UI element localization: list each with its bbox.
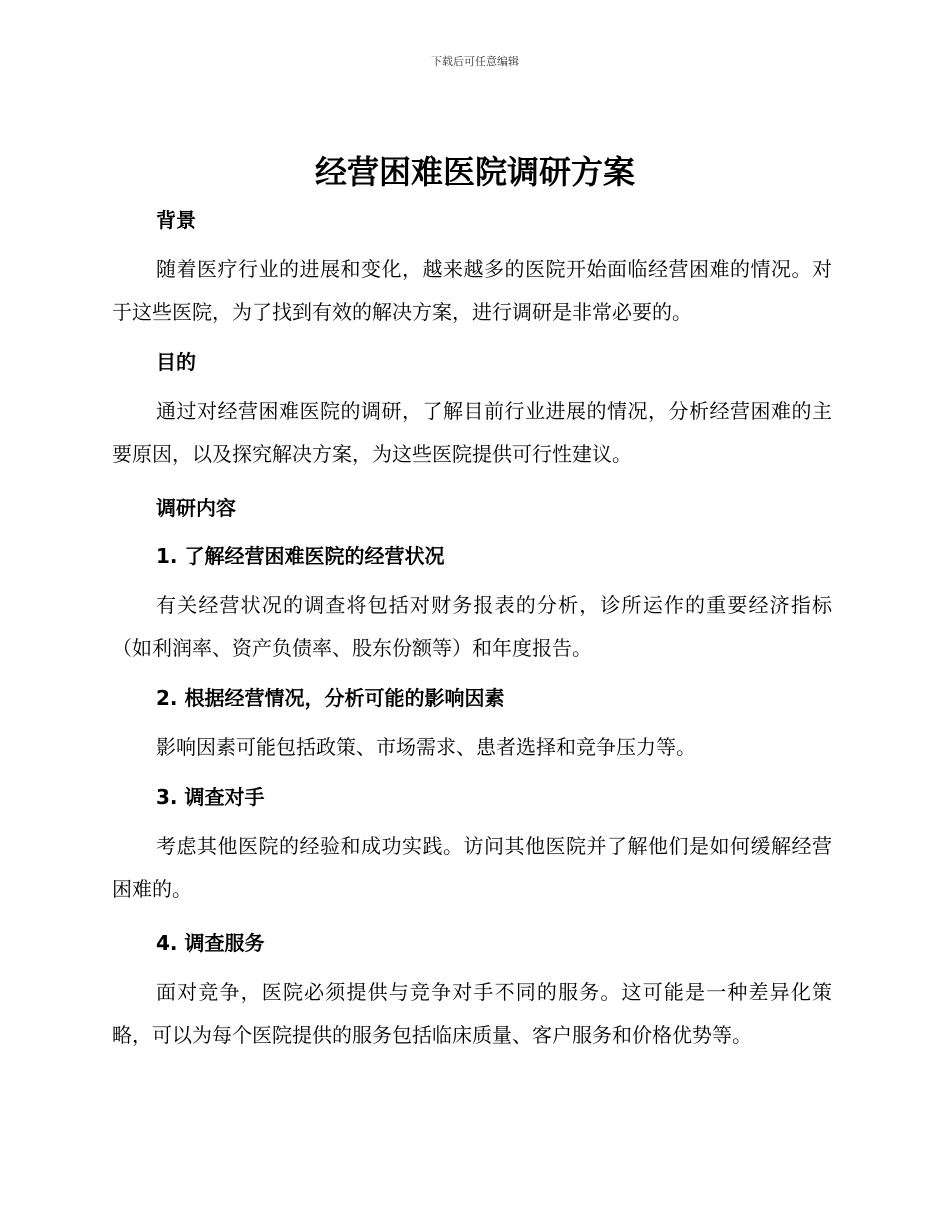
item-text-4: 面对竞争，医院必须提供与竞争对手不同的服务。这可能是一种差异化策略，可以为每个医院提供的服务包括临床质量、客户服务和价格优势等。 [112, 980, 832, 1047]
document-body [112, 200, 832, 1057]
item-heading-4: 4. 调查服务 [156, 931, 265, 955]
item-heading-3: 3. 调查对手 [156, 785, 265, 809]
section-heading-content: 调研内容 [156, 496, 236, 520]
section-text-background: 随着医疗行业的进展和变化，越来越多的医院开始面临经营困难的情况。对于这些医院，为了找到有效的解决方案，进行调研是非常必要的。 [112, 257, 832, 324]
section-heading-background: 背景 [156, 208, 196, 232]
document-title: 经营困难医院调研方案 [314, 153, 635, 191]
item-text-2: 影响因素可能包括政策、市场需求、患者选择和竞争压力等。 [156, 735, 696, 759]
section-text-purpose: 通过对经营困难医院的调研，了解目前行业进展的情况，分析经营困难的主要原因，以及探究解决方案，为这些医院提供可行性建议。 [112, 399, 832, 466]
item-text-3: 考虑其他医院的经验和成功实践。访问其他医院并了解他们是如何缓解经营困难的。 [112, 834, 832, 901]
section-heading-purpose: 目的 [156, 350, 196, 374]
header-note: 下载后可任意编辑 [431, 55, 519, 68]
item-text-1: 有关经营状况的调查将包括对财务报表的分析，诊所运作的重要经济指标（如利润率、资产负债率、股东份额等）和年度报告。 [112, 593, 832, 660]
item-heading-1: 1. 了解经营困难医院的经营状况 [156, 544, 445, 568]
item-heading-2: 2. 根据经营情况，分析可能的影响因素 [156, 686, 505, 710]
